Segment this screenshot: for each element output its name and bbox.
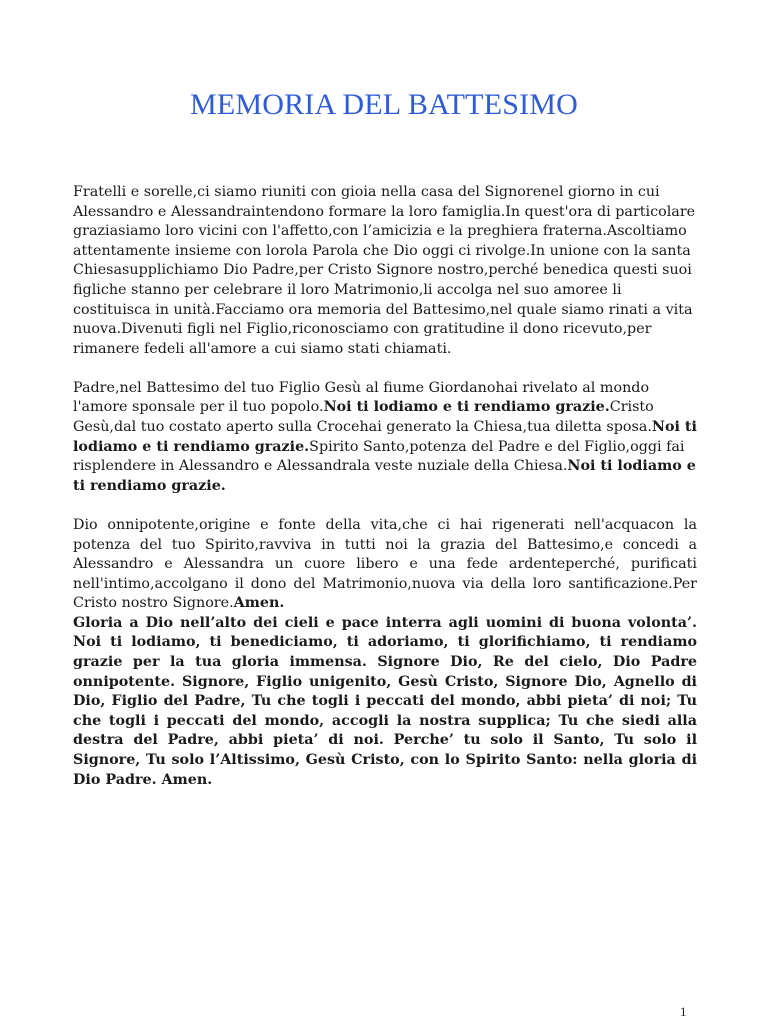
- intro-paragraph: Fratelli e sorelle,ci siamo riuniti con gioia nella casa del Signorenel giorno in cui Alessandro e Alessandraintendono formare la loro famiglia.In quest'ora di particolare graziasiamo loro vicini con l'affetto,con l’amicizia e la preghiera fraterna.Ascoltiamo attentamente insieme con lorola Parola che Dio oggi ci rivolge.In unione con la santa Chiesasupplichiamo Dio Padre,per Cristo Signore nostro,perché benedica questi suoi figliche stanno per celebrare il loro Matrimonio,li accolga nel suo amoree li costituisca in unità.Facciamo ora memoria del Battesimo,nel quale siamo rinati a vita nuova.Divenuti figli nel Figlio,riconosciamo con gratitudine il dono ricevuto,per rimanere fedeli all'amore a cui siamo stati chiamati.: [73, 184, 696, 357]
- response-3: Noi ti lodiamo e ti rendiamo grazie.: [73, 458, 696, 494]
- invocation-father: Padre,nel Battesimo del tuo Figlio Gesù al fiume Giordanohai rivelato al mondo l'amore sponsale per il tuo popolo.: [73, 379, 650, 416]
- page-title: MEMORIA DEL BATTESIMO: [189, 88, 579, 121]
- prayer-text: Dio onnipotente,origine e fonte della vita,che ci hai rigenerati nell'acquacon la potenza del tuo Spirito,ravviva in tutti noi la grazia del Battesimo,e concedi a Alessandro e Alessandra un cuore libero e una fede ardenteperché, purificati nell'intimo,accolgano il dono del Matrimonio,nuova via della loro santificazione.Per Cristo nostro Signore.: [73, 516, 697, 612]
- invocation-spirit: Spirito Santo,potenza del Padre e del Figlio,oggi fai risplendere in Alessandro e Alessandrala veste nuziale della Chiesa.: [73, 438, 685, 475]
- prayer-paragraph: [73, 516, 697, 790]
- invocation-christ: Cristo Gesù,dal tuo costato aperto sulla Crocehai generato la Chiesa,tua diletta sposa.: [73, 399, 654, 436]
- document-body: [73, 183, 697, 790]
- invocation-paragraph: [73, 379, 697, 497]
- response-2: Noi ti lodiamo e ti rendiamo grazie.: [73, 419, 697, 455]
- response-1: Noi ti lodiamo e ti rendiamo grazie.: [323, 399, 610, 416]
- gloria-text: Gloria a Dio nell’alto dei cieli e pace interra agli uomini di buona volonta’. Noi ti lodiamo, ti benediciamo, ti adoriamo, ti glorifichiamo, ti rendiamo grazie per la tua gloria immensa. Signore Dio, Re del cielo, Dio Padre onnipotente. Signore, Figlio unigenito, Gesù Cristo, Signore Dio, Agnello di Dio, Figlio del Padre, Tu che togli i peccati del mondo, abbi pieta’ di noi; Tu che togli i peccati del mondo, accogli la nostra supplica; Tu che siedi alla destra del Padre, abbi pieta’ di noi. Perche’ tu solo il Santo, Tu solo il Signore, Tu solo l’Altissimo, Gesù Cristo, con lo Spirito Santo: nella gloria di Dio Padre. Amen.: [73, 614, 697, 788]
- page-number: 1: [680, 1004, 687, 1019]
- amen-text: Amen.: [233, 595, 285, 612]
